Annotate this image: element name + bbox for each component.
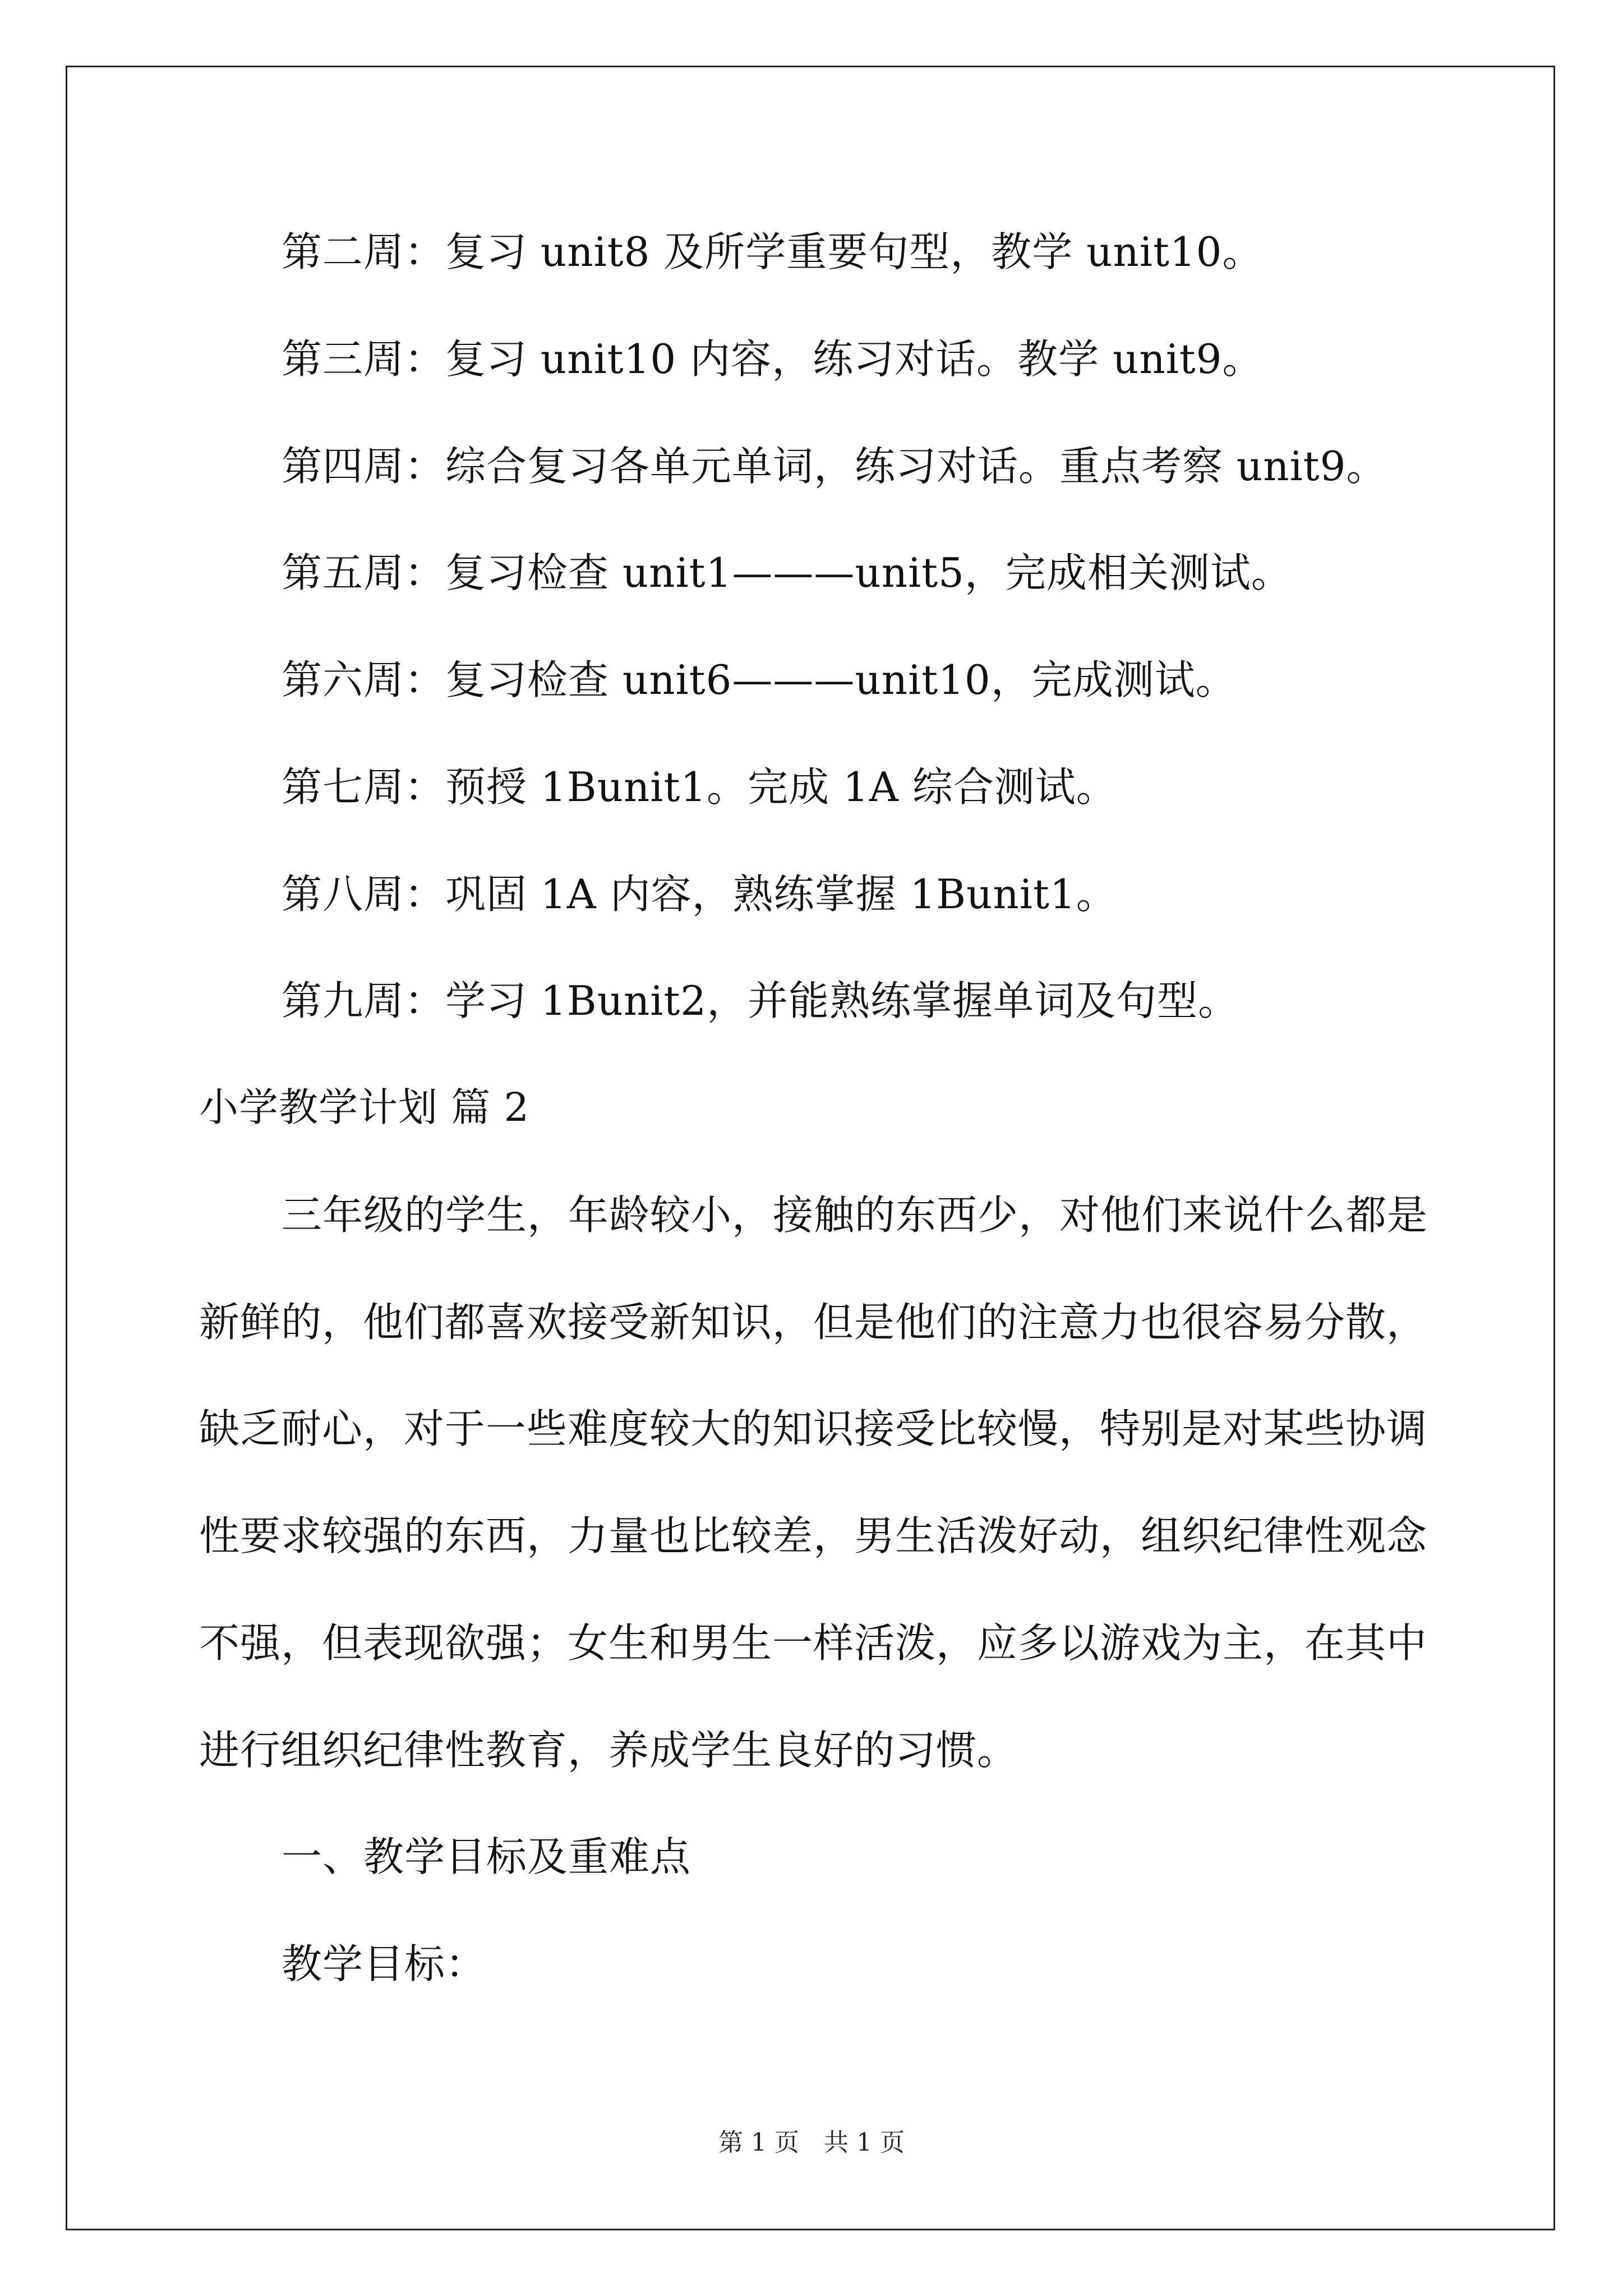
paragraph-line-1: 三年级的学生，年龄较小，接触的东西少，对他们来说什么都是 [282,1191,1428,1239]
paragraph-line-6: 进行组织纪律性教育，养成学生良好的习惯。 [199,1727,1018,1774]
week-9-line: 第九周：学习 1Bunit2，并能熟练掌握单词及句型。 [282,977,1239,1024]
subheading-teaching-goals: 教学目标： [282,1940,487,1987]
week-3-line: 第三周：复习 unit10 内容，练习对话。教学 unit9。 [282,335,1264,383]
page-number-footer: 第 1 页 共 1 页 [718,2128,905,2157]
week-5-line: 第五周：复习检查 unit1———unit5，完成相关测试。 [282,549,1292,596]
paragraph-line-5: 不强，但表现欲强；女生和男生一样活泼，应多以游戏为主，在其中 [199,1619,1428,1667]
week-6-line: 第六周：复习检查 unit6———unit10，完成测试。 [282,656,1237,703]
paragraph-line-3: 缺乏耐心，对于一些难度较大的知识接受比较慢，特别是对某些协调 [199,1405,1428,1452]
paragraph-line-4: 性要求较强的东西，力量也比较差，男生活泼好动，组织纪律性观念 [199,1512,1428,1559]
week-4-line: 第四周：综合复习各单元单词，练习对话。重点考察 unit9。 [282,443,1387,490]
section-title: 小学教学计划 篇 2 [199,1084,530,1130]
paragraph-line-2: 新鲜的，他们都喜欢接受新知识，但是他们的注意力也很容易分散， [199,1299,1428,1346]
week-8-line: 第八周：巩固 1A 内容，熟练掌握 1Bunit1。 [282,871,1117,918]
week-2-line: 第二周：复习 unit8 及所学重要句型，教学 unit10。 [282,228,1264,275]
subheading-goals: 一、教学目标及重难点 [282,1833,691,1880]
week-7-line: 第七周：预授 1Bunit1。完成 1A 综合测试。 [282,763,1117,811]
